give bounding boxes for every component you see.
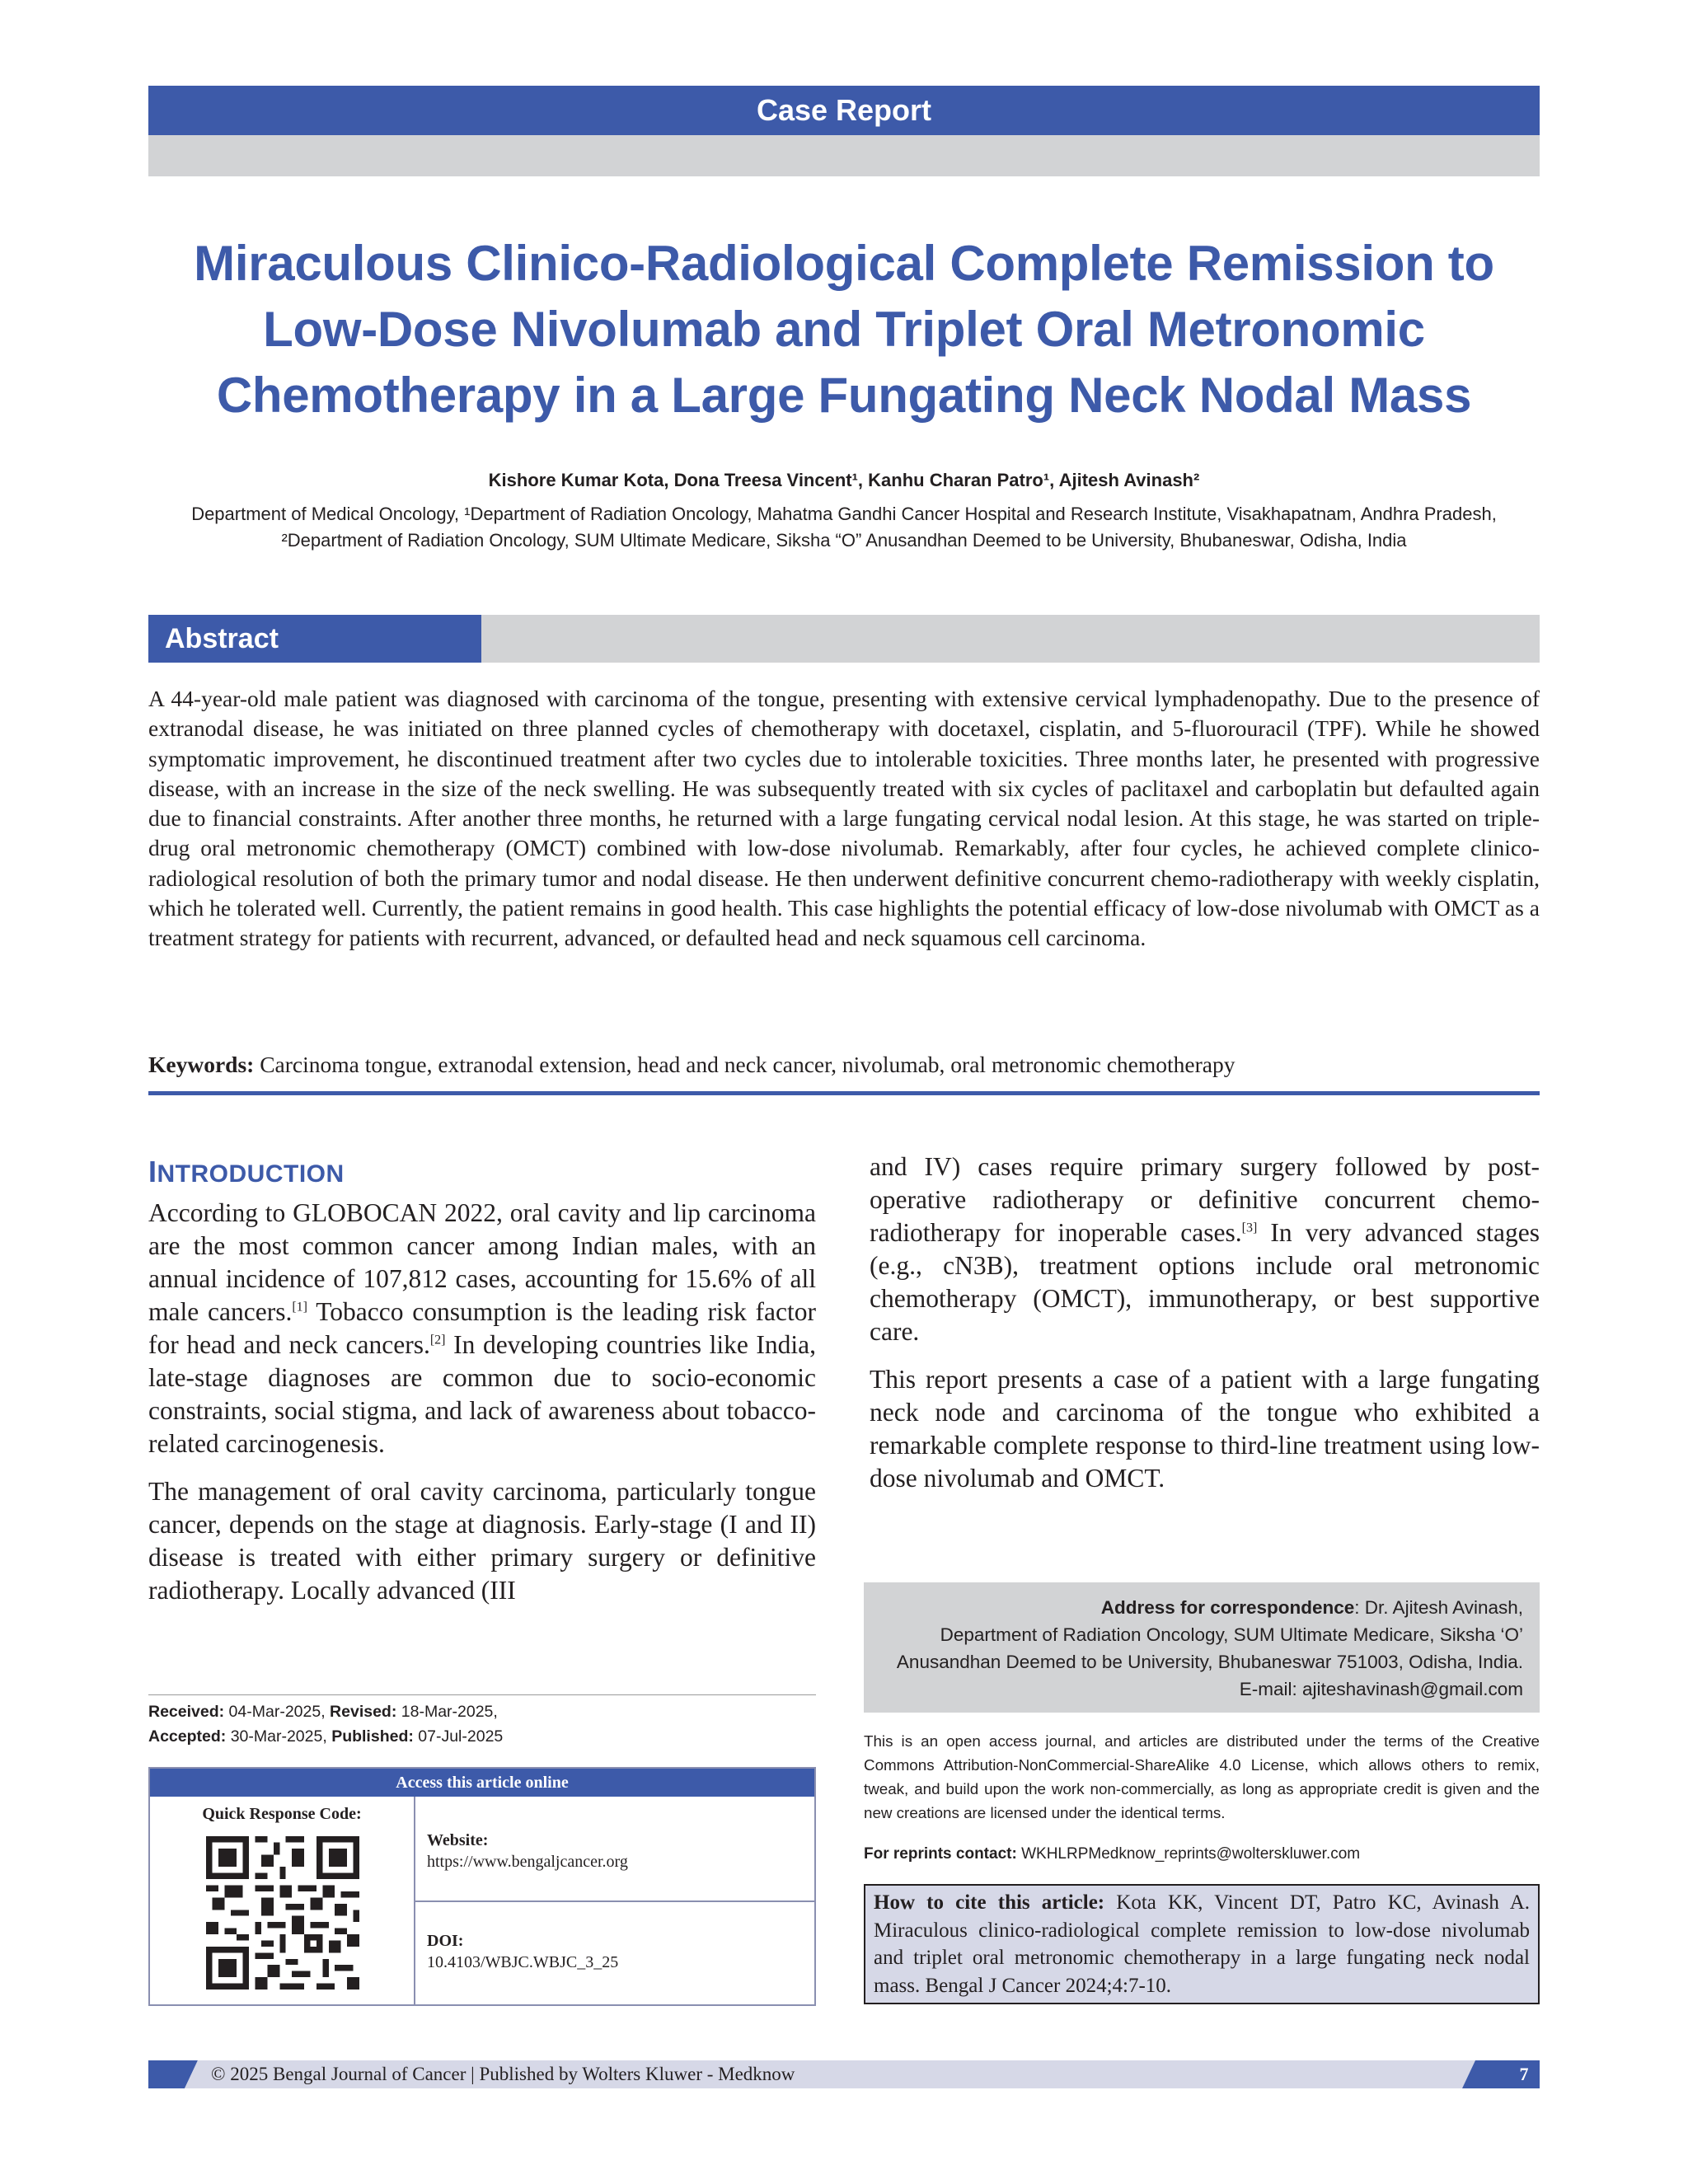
author-list: Kishore Kumar Kota, Dona Treesa Vincent¹, Kanhu Charan Patro¹, Ajitesh Avinash²	[488, 470, 1200, 490]
doi-cell	[415, 1902, 814, 2004]
access-online-box	[148, 1767, 816, 2006]
doi-link[interactable]: 10.4103/WBJC.WBJC_3_25	[427, 1953, 619, 1971]
website-label: Website:	[427, 1831, 489, 1849]
correspondence-email[interactable]: E-mail: ajiteshavinash@gmail.com	[1239, 1679, 1523, 1699]
received-date: 04-Mar-2025,	[224, 1703, 331, 1721]
license-notice: This is an open access journal, and articles are distributed under the terms of the Creative Commons Attribution-NonCommercial-ShareAlike 4.0 License, which allows others to remix, tweak, and build upon the work non-commercially, as long as appropriate credit is given and the new creations are licensed under the identical terms.	[864, 1732, 1540, 1821]
banner-underlay	[148, 135, 1540, 176]
reprints-contact	[864, 1843, 1540, 1866]
text-run: In very advanced stages (e.g., cN3B), treatment options include oral metronomic chemotherapy (OMCT), immunotherapy, or best supportive care.	[870, 1218, 1540, 1346]
qr-code-icon[interactable]	[206, 1836, 359, 1990]
website-cell	[415, 1797, 814, 1902]
paragraph	[148, 1475, 816, 1607]
reprints-label: For reprints contact:	[864, 1845, 1017, 1863]
keywords-label: Keywords:	[148, 1052, 255, 1077]
text-run: The management of oral cavity carcinoma, particularly tongue cancer, depends on the stage at diagnosis. Early-stage (I and II) disease is treated with either primary surgery or definitive radiotherapy. Locally advanced (III	[148, 1477, 816, 1605]
qr-cell	[150, 1797, 415, 2004]
correspondence-line: Department of Radiation Oncology, SUM Ultimate Medicare, Siksha ‘O’	[940, 1624, 1523, 1645]
heading-rest: NTRODUCTION	[157, 1160, 345, 1188]
affiliations	[148, 501, 1540, 554]
title-line: Low-Dose Nivolumab and Triplet Oral Metronomic	[263, 302, 1425, 357]
accepted-date: 30-Mar-2025,	[226, 1727, 332, 1746]
website-link[interactable]: https://www.bengaljcancer.org	[427, 1853, 628, 1871]
cite-label: How to cite this article:	[874, 1891, 1105, 1914]
keywords-list: Carcinoma tongue, extranodal extension, head and neck cancer, nivolumab, oral metronomic chemotherapy	[254, 1052, 1236, 1077]
section-banner	[148, 86, 1540, 135]
section-label: Case Report	[756, 93, 932, 127]
footer-text: © 2025 Bengal Journal of Cancer | Published by Wolters Kluwer - Medknow	[211, 2064, 795, 2084]
abstract-heading: Abstract	[148, 615, 481, 663]
citation-box	[864, 1884, 1540, 2004]
dates-divider	[148, 1694, 816, 1695]
correspondence-label: Address for correspondence	[1100, 1597, 1355, 1618]
title-line: Miraculous Clinico-Radiological Complete Remission to	[194, 236, 1494, 291]
paragraph	[870, 1151, 1540, 1348]
correspondence-line: Anusandhan Deemed to be University, Bhubaneswar 751003, Odisha, India.	[896, 1652, 1523, 1672]
article-title	[148, 231, 1540, 429]
citation-ref[interactable]: [2]	[429, 1333, 446, 1347]
left-column	[148, 1197, 816, 1622]
right-column	[870, 1151, 1540, 1510]
citation-ref[interactable]: [3]	[1241, 1221, 1258, 1235]
introduction-heading	[148, 1155, 345, 1191]
abstract-text: A 44-year-old male patient was diagnosed with carcinoma of the tongue, presenting with extensive cervical lymphadenopathy. Due to the presence of extranodal disease, he was initiated on three planned cycles of chemotherapy with docetaxel, cisplatin, and 5-fluorouracil (TPF). While he showed symptomatic improvement, he discontinued treatment after two cycles due to intolerable toxicities. Three months later, he presented with progressive disease, with an increase in the size of the neck swelling. He was subsequently treated with six cycles of paclitaxel and carboplatin but defaulted again due to financial constraints. After another three months, he returned with a large fungating cervical nodal lesion. At this stage, he was started on triple-drug oral metronomic chemotherapy (OMCT) combined with low-dose nivolumab. Remarkably, after four cycles, he achieved complete clinico-radiological resolution of both the primary tumor and nodal disease. He then underwent definitive concurrent chemo-radiotherapy with weekly cisplatin, which he tolerated well. Currently, the patient remains in good health. This case highlights the potential efficacy of low-dose nivolumab with OMCT as a treatment strategy for patients with recurrent, advanced, or defaulted head and neck squamous cell carcinoma.	[148, 686, 1540, 951]
text-run: According to GLOBOCAN 2022, oral cavity and lip carcinoma are the most common cancer among Indian males, with an annual incidence of 107,812 cases, accounting for 15.6% of all male cancers.	[148, 1198, 816, 1326]
paragraph	[870, 1363, 1540, 1495]
paragraph	[148, 1197, 816, 1460]
citation-ref[interactable]: [1]	[292, 1300, 307, 1315]
received-label: Received:	[148, 1703, 225, 1721]
article-dates	[148, 1699, 816, 1749]
page-number: 7	[1519, 2064, 1529, 2084]
qr-label: Quick Response Code:	[202, 1805, 362, 1823]
cite-text: Kota KK, Vincent DT, Patro KC, Avinash A. Miraculous clinico-radiological complete remission to low-dose nivolumab and triplet oral metronomic chemotherapy in a large fungating neck nodal mass. Bengal J Cancer 2024;4:7-10.	[874, 1891, 1530, 1997]
accepted-label: Accepted:	[148, 1727, 227, 1746]
keywords	[148, 1050, 1540, 1080]
heading-initial: I	[148, 1155, 157, 1188]
affiliation-line: ²Department of Radiation Oncology, SUM Ultimate Medicare, Siksha “O” Anusandhan Deemed to be University, Bhubaneswar, Odisha, India	[281, 530, 1407, 551]
published-label: Published:	[331, 1727, 414, 1746]
title-line: Chemotherapy in a Large Fungating Neck Nodal Mass	[216, 368, 1472, 423]
doi-label: DOI:	[427, 1932, 464, 1950]
correspondence-box	[864, 1582, 1540, 1713]
text-run: In developing countries like India, late-stage diagnoses are common due to socio-economic constraints, social stigma, and lack of awareness about tobacco-related carcinogenesis.	[148, 1330, 816, 1458]
text-run: Tobacco consumption is the leading risk factor for head and neck cancers.	[148, 1297, 816, 1359]
text-run: and IV) cases require primary surgery followed by post-operative radiotherapy or definitive concurrent chemo-radiotherapy for inoperable cases.	[870, 1152, 1540, 1247]
revised-date: 18-Mar-2025,	[396, 1703, 498, 1721]
published-date: 07-Jul-2025	[413, 1727, 504, 1746]
revised-label: Revised:	[330, 1703, 397, 1721]
correspondence-line: : Dr. Ajitesh Avinash,	[1354, 1597, 1523, 1618]
reprints-email[interactable]: WKHLRPMedknow_reprints@wolterskluwer.com	[1016, 1845, 1361, 1863]
access-heading: Access this article online	[150, 1769, 814, 1797]
abstract-divider	[148, 1091, 1540, 1095]
affiliation-line: Department of Medical Oncology, ¹Department of Radiation Oncology, Mahatma Gandhi Cancer Hospital and Research Institute, Visakhapatnam, Andhra Pradesh,	[191, 504, 1497, 524]
text-run: This report presents a case of a patient with a large fungating neck node and carcinoma of the tongue who exhibited a remarkable complete response to third-line treatment using low-dose nivolumab and OMCT.	[870, 1365, 1540, 1493]
